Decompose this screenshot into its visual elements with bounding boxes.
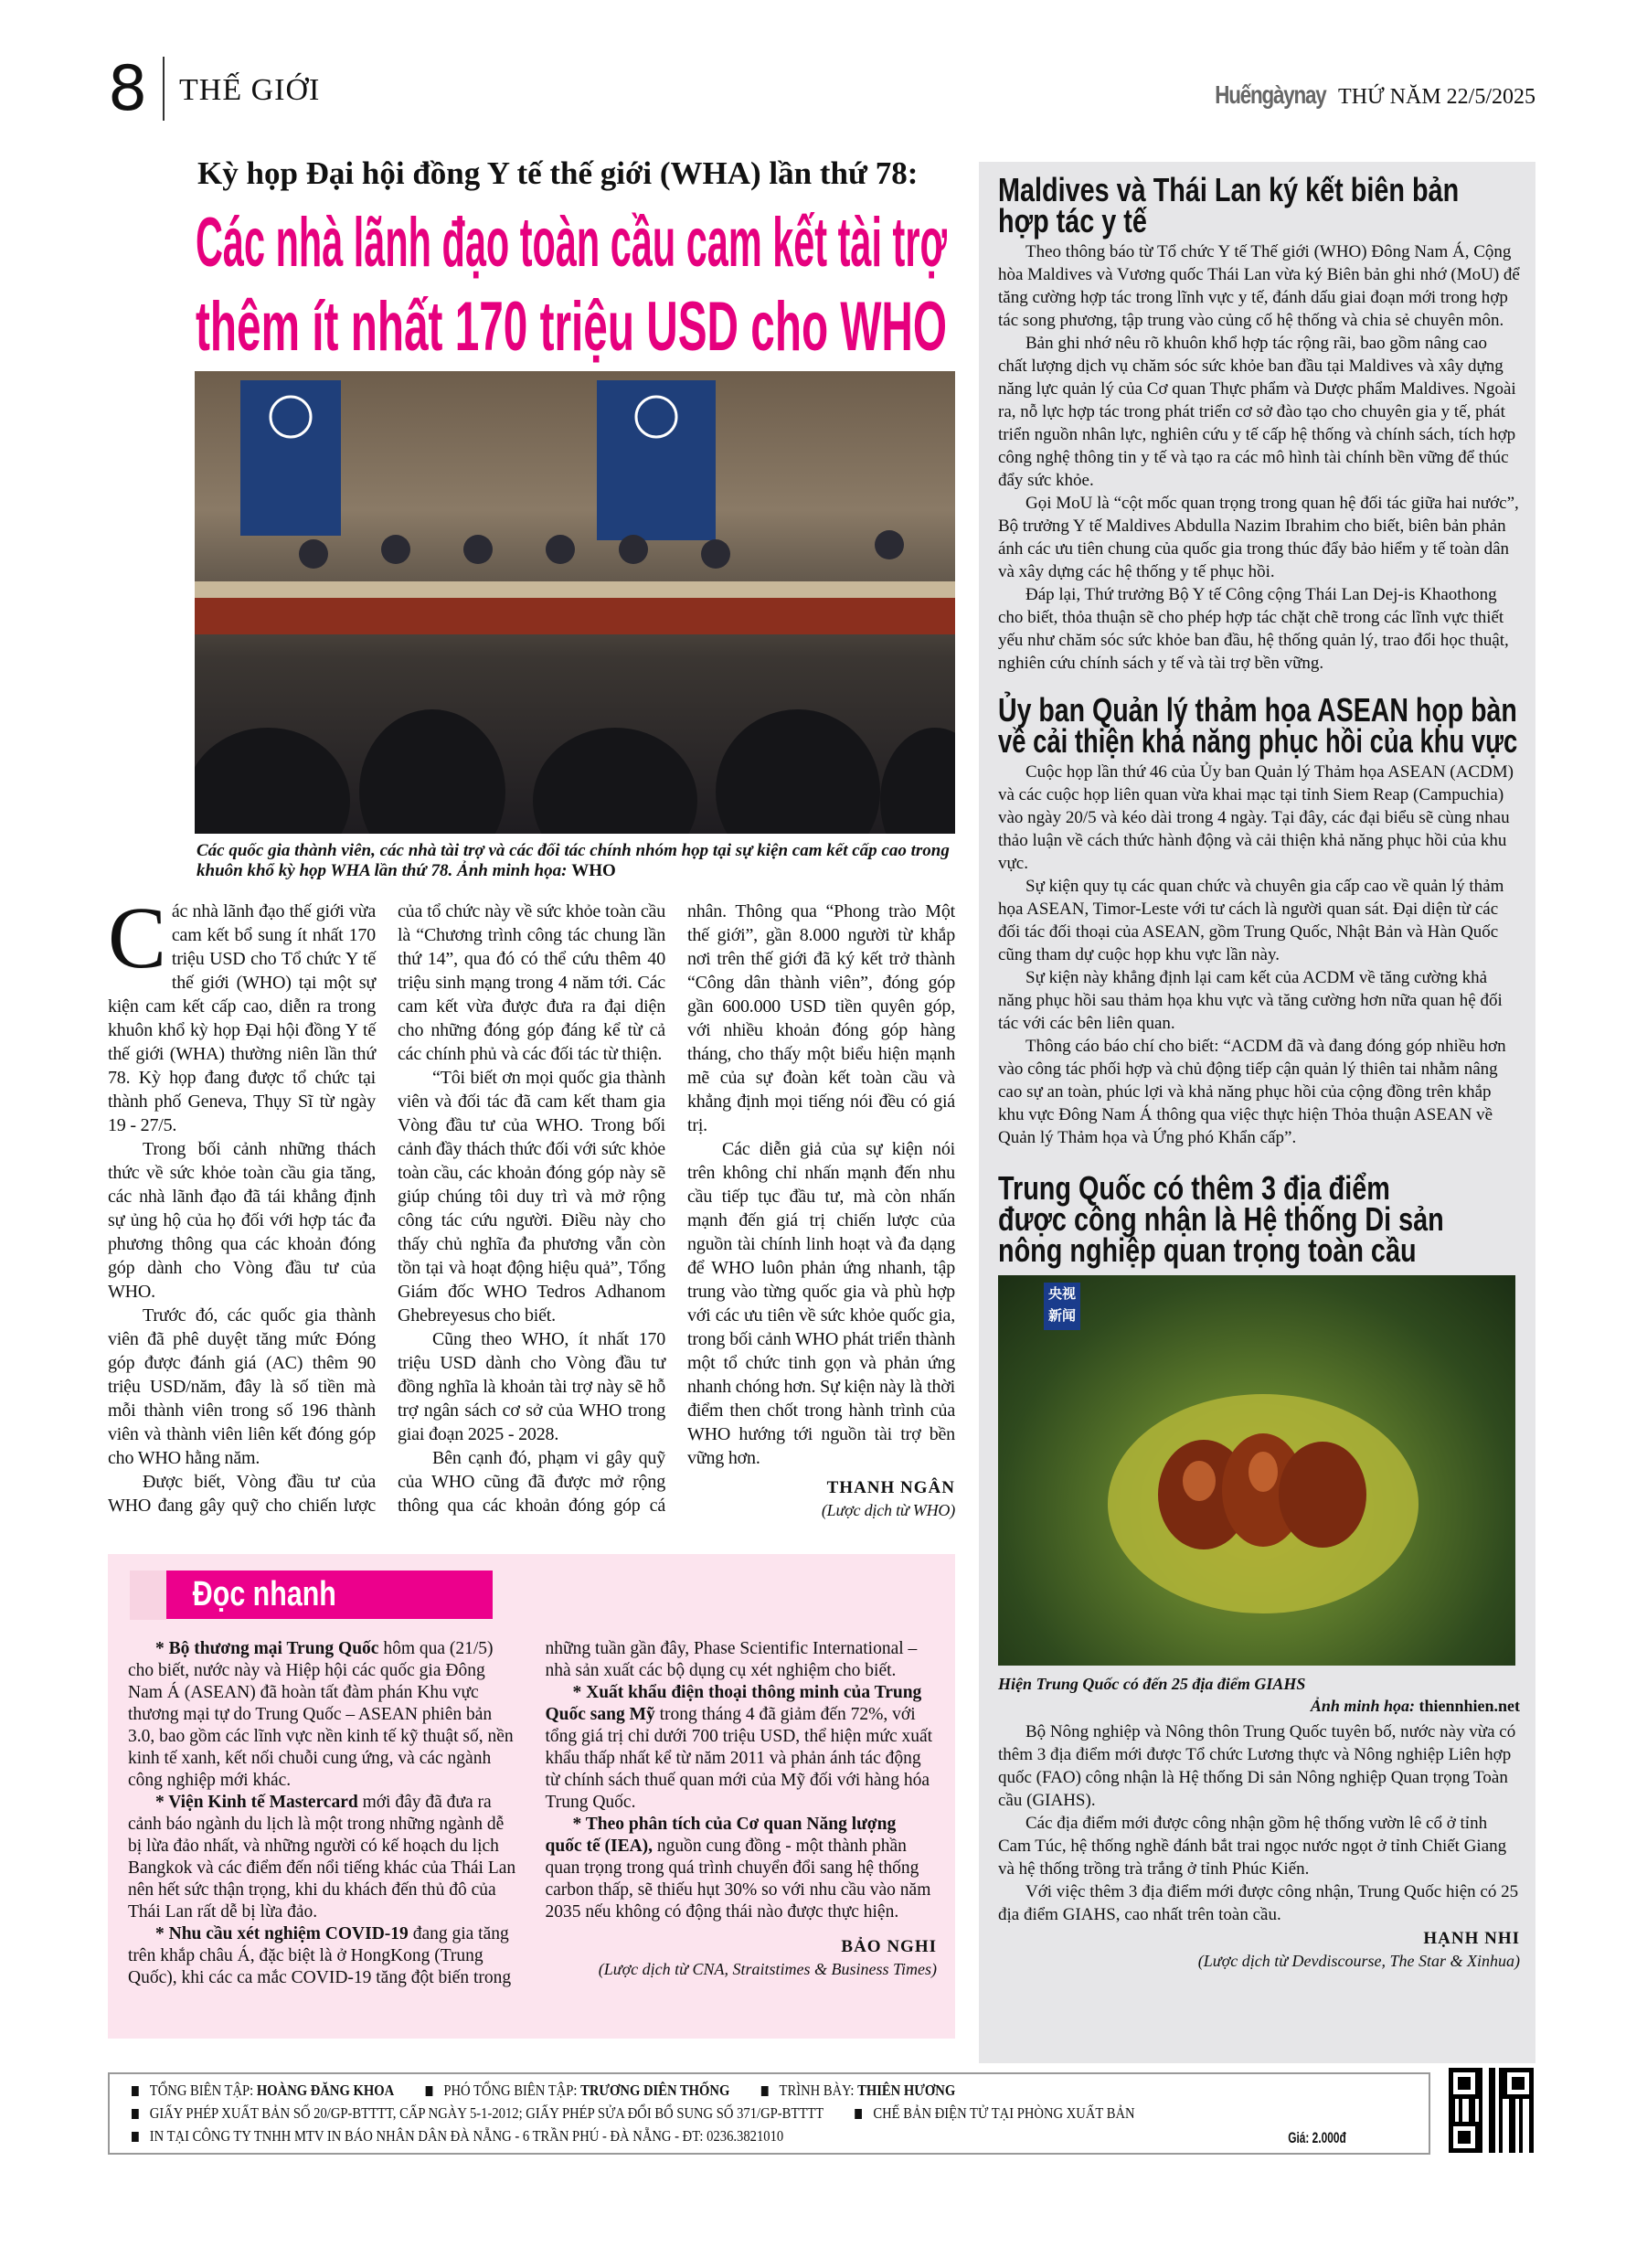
- article-kicker-wrap: [197, 155, 918, 192]
- paragraph: Cuộc họp lần thứ 46 của Ủy ban Quản lý Thảm họa ASEAN (ACDM) và các cuộc họp liên quan vừa khai mạc tại tỉnh Siem Reap (Campuchia) vào ngày 20/5 và kéo dài trong 4 ngày. Tại đây, các đại biểu sẽ cùng nhau thảo luận về cách thức hành động và cải thiện khả năng phục hồi của khu vực.: [998, 762, 1514, 873]
- sidebar-article-3-title: [998, 1169, 1520, 1269]
- paragraph: Sự kiện này khẳng định lại cam kết của ACDM về tăng cường khả năng phục hồi sau thảm họa khu vực và tăng cường hơn nữa quan hệ đối tác với các bên liên quan.: [998, 968, 1503, 1033]
- bullet-square-icon: [426, 2086, 433, 2096]
- title-line: Trung Quốc có thêm 3 địa điểm: [998, 1169, 1390, 1207]
- sidebar-article-1-body: [998, 240, 1520, 675]
- paragraph: Trong bối cảnh những thách thức về sức khỏe toàn cầu gia tăng, các nhà lãnh đạo đã tái khẳng định sự ủng hộ của họ đối với hợp tác đa phương thông qua các khoản đóng góp dành cho Vòng đầu tư của WHO.: [108, 1139, 376, 1302]
- imprint-row: [132, 2082, 987, 2100]
- imprint-entry: CHẾ BẢN ĐIỆN TỬ TẠI PHÒNG XUẤT BẢN: [855, 2104, 1135, 2122]
- imprint-footer: [108, 2072, 1430, 2155]
- sidebar-article-2-body: [998, 761, 1520, 1149]
- paragraph: Sự kiện quy tụ các quan chức và chuyên gia cấp cao về quản lý thảm họa ASEAN, Timor-Leste với tư cách là người quan sát. Đại diện từ các đối tác đối thoại của ASEAN, gồm Trung Quốc, Nhật Bản và Hàn Quốc cũng tham dự cuộc họp khu vực lần này.: [998, 877, 1504, 964]
- paragraph: Thông cáo báo chí cho biết: “ACDM đã và đang đóng góp nhiều hơn vào công tác phối hợp và chủ động tiếp cận quản lý thiên tai nhằm nâng cao sự an toàn, phúc lợi và khả năng phục hồi của cộng đồng trên khắp khu vực Đông Nam Á thông qua việc thực hiện Thỏa thuận ASEAN về Quản lý Thảm họa và Ứng phó Khẩn cấp”.: [998, 1037, 1506, 1147]
- paragraph: Trước đó, các quốc gia thành viên đã phê duyệt tăng mức Đóng góp được đánh giá (AC) thêm 90 triệu USD/năm, đây là số tiền mà mỗi thành viên trong số 196 thành viên và thành viên liên kết đóng góp cho WHO hằng năm.: [108, 1305, 376, 1468]
- sidebar-article-3-source: (Lược dịch từ Devdiscourse, The Star & Xinhua): [1197, 1952, 1520, 1970]
- title-line: Maldives và Thái Lan ký kết biên bản: [998, 171, 1460, 208]
- paragraph: Các nhà lãnh đạo thế giới vừa cam kết bổ sung ít nhất 170 triệu USD cho Tổ chức Y tế thế giới (WHO) tại một sự kiện cam kết cấp cao, diễn ra trong khuôn khổ kỳ họp Đại hội đồng Y tế thế giới (WHA) thường niên lần thứ 78. Kỳ họp đang được tổ chức tại thành phố Geneva, Thụy Sĩ từ ngày 19 - 27/5.: [108, 889, 376, 1135]
- caption-text: Các quốc gia thành viên, các nhà tài trợ và các đối tác chính nhóm họp tại sự kiện cam kết cấp cao trong khuôn khổ kỳ họp WHA lần thứ 78. Ảnh minh họa:: [197, 841, 950, 880]
- imprint-entry: GIẤY PHÉP XUẤT BẢN SỐ 20/GP-BTTTT, CẤP NGÀY 5-1-2012; GIẤY PHÉP SỬA ĐỔI BỔ SUNG SỐ 371/GP-BTTTT: [132, 2104, 824, 2122]
- article-kicker: Kỳ họp Đại hội đồng Y tế thế giới (WHA) lần thứ 78:: [197, 155, 919, 191]
- title-line: hợp tác y tế: [998, 202, 1147, 240]
- quick-read-item: * Theo phân tích của Cơ quan Năng lượng quốc tế (IEA), nguồn cung đồng - một thành phần quan trọng trong quá trình chuyển đổi sang hệ thống carbon thấp, sẽ thiếu hụt 30% so với nhu cầu vào năm 2035 nếu không có động thái nào được thực hiện.: [545, 1815, 931, 1922]
- article-paragraphs: [998, 1720, 1520, 1926]
- paragraph: Đáp lại, Thứ trưởng Bộ Y tế Công cộng Thái Lan Dej-is Khaothong cho biết, thỏa thuận sẽ cho phép hợp tác chặt chẽ trong các lĩnh vực thiết yếu như chăm sóc sức khỏe ban đầu, hệ thống quản lý, trao đổi học thuật, nghiên cứu chính sách y tế và tài trợ bền vững.: [998, 585, 1509, 673]
- quick-read-byline: BẢO NGHI: [841, 1937, 937, 1956]
- item-lead: * Viện Kinh tế Mastercard: [155, 1793, 358, 1812]
- paragraph: Các địa điểm mới được công nhận gồm hệ thống vườn lê cổ ở tỉnh Cam Túc, hệ thống nghề đánh bắt trai ngọc nước ngọt ở tỉnh Chiết Giang và hệ thống trồng trà trắng ở tỉnh Phúc Kiến.: [998, 1814, 1507, 1879]
- qr-code[interactable]: [1449, 2068, 1534, 2153]
- bullet-square-icon: [132, 2109, 139, 2119]
- paragraph: Gọi MoU là “cột mốc quan trọng trong quan hệ đối tác giữa hai nước”, Bộ trưởng Y tế Maldives Abdulla Nazim Ibrahim cho biết, biên bản phản ánh các ưu tiên chung của quốc gia trong thúc đẩy bảo hiểm y tế toàn dân và xây dựng các hệ thống y tế phục hồi.: [998, 494, 1519, 581]
- item-lead: * Nhu cầu xét nghiệm COVID-19: [155, 1924, 409, 1943]
- title-line: về cải thiện khả năng phục hồi của khu vực: [998, 722, 1518, 760]
- paragraph: Các diễn giả của sự kiện nói trên không chỉ nhấn mạnh đến nhu cầu tiếp tục đầu tư, mà còn nhấn mạnh đến giá trị chiến lược của nguồn tài chính linh hoạt và đa dạng để WHO luôn phản ứng nhanh, tập trung vào từng quốc gia và phù hợp với các ưu tiên về sức khỏe quốc gia, trong bối cảnh WHO phát triển thành một tổ chức tinh gọn và phản ứng nhanh chóng hơn. Sự kiện này là thời điểm then chốt trong hành trình của WHO hướng tới nguồn tài trợ bền vững hơn.: [687, 1139, 955, 1468]
- item-lead: * Theo phân tích của Cơ quan Năng lượng quốc tế (IEA),: [545, 1815, 897, 1856]
- bullet-square-icon: [761, 2086, 769, 2096]
- imprint-row: [132, 2104, 1166, 2123]
- quick-read-title: Đọc nhanh: [192, 1575, 336, 1613]
- imprint-entry: TỔNG BIÊN TẬP: HOÀNG ĐĂNG KHOA: [132, 2082, 394, 2099]
- bullet-square-icon: [132, 2086, 139, 2096]
- quick-read-source: (Lược dịch từ CNA, Straitstimes & Business Times): [598, 1960, 937, 1978]
- title-line: Ủy ban Quản lý thảm họa ASEAN họp bàn: [998, 691, 1517, 729]
- paragraph: Với việc thêm 3 địa điểm mới được công nhận, Trung Quốc hiện có 25 địa điểm GIAHS, cao nhất trên toàn cầu.: [998, 1882, 1519, 1924]
- quick-read-header: [166, 1571, 493, 1619]
- title-line: được công nhận là Hệ thống Di sản: [998, 1200, 1444, 1238]
- quick-read-item: * Viện Kinh tế Mastercard mới đây đã đưa ra cảnh báo ngành du lịch là một trong những ngành dễ bị lừa đảo nhất, và những người có kế hoạch du lịch Bangkok và các điểm đến nổi tiếng khác của Thái Lan nên hết sức thận trọng, khi du khách đến thủ đô của Thái Lan rất dễ bị lừa đảo.: [128, 1793, 516, 1922]
- bullet-square-icon: [855, 2109, 863, 2119]
- headline-line: thêm ít nhất 170 triệu USD cho WHO: [196, 288, 948, 366]
- chestnut-photo: [998, 1275, 1515, 1666]
- sidebar-article-3-byline: HẠNH NHI: [1423, 1929, 1520, 1948]
- item-lead: * Xuất khẩu điện thoại thông minh của Trung Quốc sang Mỹ: [545, 1683, 922, 1724]
- conference-photo: [195, 371, 955, 834]
- paragraph: Cũng theo WHO, ít nhất 170 triệu USD dành cho Vòng đầu tư đồng nghĩa là khoản tài trợ này sẽ hỗ trợ ngân sách cơ sở của WHO trong giai đoạn 2025 - 2028.: [398, 1329, 665, 1444]
- imprint-entry: TRÌNH BÀY: THIÊN HƯƠNG: [761, 2082, 955, 2099]
- paragraph: Bộ Nông nghiệp và Nông thôn Trung Quốc tuyên bố, nước này vừa có thêm 3 địa điểm mới được Tổ chức Lương thực và Nông nghiệp Liên hợp quốc (FAO) công nhận là Hệ thống Di sản Nông nghiệp Quan trọng Toàn cầu (GIAHS).: [998, 1722, 1516, 1810]
- sidebar-article-1-title: [998, 171, 1520, 240]
- quick-read-item: * Xuất khẩu điện thoại thông minh của Trung Quốc sang Mỹ trong tháng 4 đã giảm đến 72%, với tổng giá trị chỉ dưới 700 triệu USD, thể hiện mức xuất khẩu thấp nhất kể từ năm 2011 và phản ánh tác động từ chính sách thuế quan mới của Mỹ đối với hàng hóa Trung Quốc.: [545, 1683, 933, 1812]
- quick-read-tab-accent: [130, 1571, 166, 1620]
- photo-credit: WHO: [571, 861, 616, 880]
- issue-date: THỨ NĂM 22/5/2025: [1338, 85, 1535, 109]
- chestnut-illustration: [998, 1275, 1515, 1666]
- credit-label: Ảnh minh họa:: [1310, 1697, 1419, 1715]
- paragraph: Theo thông báo từ Tổ chức Y tế Thế giới (WHO) Đông Nam Á, Cộng hòa Maldives và Vương quốc Thái Lan vừa ký Biên bản ghi nhớ (MoU) để tăng cường hợp tác trong lĩnh vực y tế, đánh dấu giai đoạn mới trong hợp tác song phương, tập trung vào củng cố hệ thống và chia sẻ chuyên môn.: [998, 242, 1520, 330]
- photo-credit: [998, 1695, 1520, 1717]
- quick-read-box: [108, 1554, 955, 2039]
- imprint-entry: IN TẠI CÔNG TY TNHH MTV IN BÁO NHÂN DÂN ĐÀ NẴNG - 6 TRẦN PHÚ - ĐÀ NẴNG - ĐT: 0236.3821010: [132, 2127, 783, 2145]
- article-source: (Lược dịch từ WHO): [821, 1501, 955, 1519]
- paragraph: “Tôi biết ơn mọi quốc gia thành viên và đối tác đã cam kết tham gia Vòng đầu tư của WHO. Trong bối cảnh đầy thách thức đối với sức khỏe toàn cầu, các khoản đóng góp này sẽ giúp chúng tôi duy trì và mở rộng công tác cứu người. Điều này cho thấy chủ nghĩa đa phương vẫn còn tồn tại và hoạt động hiệu quả”, Tổng Giám đốc WHO Tedros Adhanom Ghebreyesus cho biết.: [398, 1068, 665, 1326]
- headline-line: Các nhà lãnh đạo toàn cầu cam kết tài trợ: [196, 204, 947, 282]
- sidebar-article-2-title: [998, 691, 1520, 760]
- page-number: 8: [108, 53, 148, 125]
- paragraph: Được biết, Vòng đầu tư của WHO đang gây quỹ cho chiến lược của tổ chức này về sức khỏe toàn cầu là “Chương trình công tác chung lần thứ 14”, qua đó có thể cứu thêm 40 triệu sinh mạng trong 4 năm tới. Các cam kết vừa được đưa ra đại diện cho những đóng góp đáng kể từ cả các chính phủ và các đối tác từ thiện.: [108, 901, 665, 1516]
- quick-read-item: * Bộ thương mại Trung Quốc hôm qua (21/5) cho biết, nước này và Hiệp hội các quốc gia Đông Nam Á (ASEAN) đã hoàn tất đàm phán Khu vực thương mại tự do Trung Quốc – ASEAN phiên bản 3.0, bao gồm các lĩnh vực nền kinh tế kỹ thuật số, nền kinh tế xanh, kết nối chuỗi cung ứng, và các ngành công nghiệp mới khác.: [128, 1639, 514, 1790]
- tv-channel-logo: 央视新闻: [1044, 1283, 1080, 1330]
- credit-source: thiennhien.net: [1419, 1697, 1520, 1715]
- article-paragraphs: [108, 889, 955, 1539]
- article-byline: THANH NGÂN: [826, 1478, 955, 1497]
- imprint-row: [132, 2127, 815, 2146]
- masthead: [1187, 80, 1535, 110]
- price: Giá: 2.000đ: [1288, 2129, 1346, 2146]
- quick-read-body: [128, 1638, 937, 2031]
- newspaper-logo: Huếngàynay: [1214, 80, 1326, 109]
- item-lead: * Bộ thương mại Trung Quốc: [155, 1639, 379, 1658]
- bullet-square-icon: [132, 2132, 139, 2142]
- photo-caption: [197, 841, 955, 881]
- photo-caption: Hiện Trung Quốc có đến 25 địa điểm GIAHS: [998, 1675, 1306, 1693]
- header-divider: [163, 57, 165, 121]
- imprint-entry: PHÓ TỔNG BIÊN TẬP: TRƯƠNG DIÊN THỐNG: [426, 2082, 730, 2099]
- conference-photo-illustration: [195, 371, 955, 834]
- drop-cap: C: [108, 889, 166, 986]
- sidebar-news: [979, 162, 1535, 2063]
- section-title: THẾ GIỚI: [179, 73, 321, 107]
- paragraph: Bản ghi nhớ nêu rõ khuôn khổ hợp tác rộng rãi, bao gồm nâng cao chất lượng dịch vụ chăm sóc sức khỏe ban đầu tại Maldives và xây dựng năng lực quản lý của Cơ quan Thực phẩm và Dược phẩm Maldives. Ngoài ra, nỗ lực hợp tác trong phát triển cơ sở đào tạo cho chuyên gia y tế, phát triển nguồn nhân lực, nghiên cứu y tế cấp hệ thống và chính sách, tích hợp công nghệ thông tin y tế và tạo ra các mô hình tài chính bền vững để thúc đẩy sức khỏe.: [998, 334, 1516, 490]
- title-line: nông nghiệp quan trọng toàn cầu: [998, 1231, 1417, 1269]
- paragraph: Bên cạnh đó, phạm vi gây quỹ của WHO cũng đã được mở rộng thông qua các khoản đóng góp cá nhân. Thông qua “Phong trào Một thế giới”, gần 8.000 người từ khắp nơi trên thế giới đã ký kết trở thành “Công dân thành viên”, đóng góp gần 600.000 USD tiền quyên góp, với nhiều khoản đóng góp hàng tháng, cho thấy một biểu hiện mạnh mẽ của sự đoàn kết toàn cầu và khẳng định mọi tiếng nói đều có giá trị.: [398, 901, 955, 1516]
- quick-read-item: * Nhu cầu xét nghiệm COVID-19 đang gia tăng trên khắp châu Á, đặc biệt là ở HongKong (Trung Quốc), khi các ca mắc COVID-19 tăng đột biến trong những tuần gần đây, Phase Scientific International – nhà sản xuất các bộ dụng cụ xét nghiệm cho biết.: [128, 1639, 918, 1987]
- article-body: [108, 889, 955, 1539]
- sidebar-article-3-body: [998, 1720, 1520, 1972]
